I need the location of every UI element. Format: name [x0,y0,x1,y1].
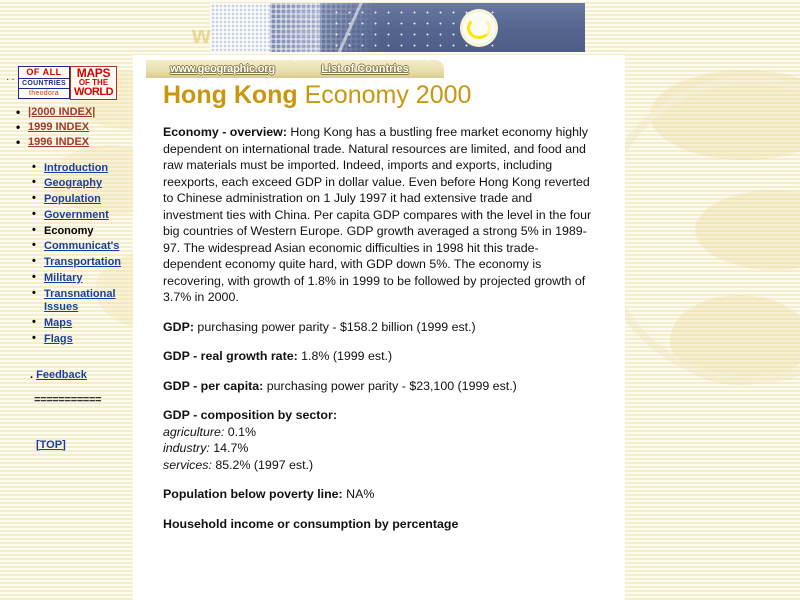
section-heading: GDP - per capita: [163,378,264,393]
section-heading: GDP - composition by sector: [163,408,337,422]
tab-list-of-countries[interactable]: List of Countries [296,60,436,78]
sidebar-index-1996[interactable]: 1996 INDEX [28,135,90,148]
list-item [32,177,133,191]
section-gdp-per-capita [163,378,595,395]
sidebar-divider: =========== [34,394,102,407]
sidebar-item-transnational-issues[interactable]: Transnational Issues [44,287,116,314]
sidebar-item-maps[interactable]: Maps [44,317,73,330]
tab-geographic-org[interactable]: www.geographic.org [146,60,301,78]
moon-icon [463,12,495,44]
sidebar-decor-dots: ·· [6,74,17,85]
sidebar-item-introduction[interactable]: Introduction [44,161,109,174]
section-household-income [163,516,595,533]
logo-maps-line2: OF THE [78,78,109,88]
section-body: NA% [342,487,375,501]
tab-bar [133,60,625,78]
list-item [14,136,133,148]
tab-extra[interactable] [430,60,444,78]
sidebar-item-economy [32,225,133,239]
sidebar-logos [18,66,133,100]
page-title [163,81,625,110]
banner-watermark-letter: w [192,22,210,49]
sidebar-index-1999[interactable]: 1999 INDEX [28,120,90,133]
logo-countries-line1: OF ALL [26,67,62,77]
sidebar-item-population[interactable]: Population [44,193,101,206]
logo-countries-line2: COUNTRIES [19,78,69,89]
section-link-list [32,162,133,347]
back-to-top-link[interactable]: [TOP] [36,438,66,451]
composition-row-value: 85.2% (1997 est.) [211,457,314,472]
sidebar-item-label: Economy [44,224,94,237]
section-gdp-composition-by-sector [163,407,595,473]
sidebar-item-communications[interactable]: Communicat's [44,240,120,253]
list-item [14,121,133,133]
section-body: purchasing power parity - $23,100 (1999 est.) [263,378,517,393]
composition-row-label: industry: [163,441,210,455]
feedback-prefix: . [30,368,37,381]
section-heading: GDP: [163,319,194,334]
section-economy-overview [163,124,595,306]
list-item [32,333,133,347]
list-item [32,288,133,316]
section-heading: Population below poverty line: [163,487,343,501]
sidebar [0,60,133,451]
section-heading: GDP - real growth rate: [163,349,298,363]
composition-row-value: 14.7% [209,441,249,455]
list-item [32,193,133,207]
logo-countries-line3: theodora [28,90,60,97]
section-body: Hong Kong has a bustling free market economy highly dependent on international trade. Natural resources are limited, and food and raw materials must be imported. Indeed, imports and exports, including reexports, each exceed GDP in dollar value. Even before Hong Kong reverted to Chinese administration on 1 July 1997 it had extensive trade and investment ties with China. Per capita GDP compares with the level in the four big countries of Western Europe. GDP growth averaged a strong 5% in 1989-97. The widespread Asian economic difficulties in 1998 hit this trade-dependent economy quite hard, with GDP down 5%. The economy is recovering, with growth of 1.8% in 1999 to be followed by projected growth of 3.7% in 2000. [163,125,592,304]
composition-row-label: agriculture: [163,424,225,439]
site-banner [210,3,585,52]
section-gdp-real-growth-rate [163,348,595,365]
list-item [32,209,133,223]
top-link-row [36,439,133,451]
logo-maps-line1: MAPS [76,66,111,80]
logo-countries[interactable] [18,66,70,99]
list-item [32,162,133,176]
composition-row-value: 0.1% [224,424,256,439]
logo-maps-line3: WORLD [73,86,114,99]
sidebar-item-military[interactable]: Military [44,271,83,284]
content-panel [133,55,625,600]
list-item [32,272,133,286]
sidebar-item-flags[interactable]: Flags [44,332,73,345]
composition-row-label: services: [163,457,212,472]
list-item [32,240,133,254]
section-population-below-poverty-line [163,486,595,503]
page-title-suffix: Economy 2000 [297,81,472,109]
sidebar-item-government[interactable]: Government [44,208,109,221]
list-item [32,317,133,331]
sidebar-item-transportation[interactable]: Transportation [44,256,122,269]
section-body: purchasing power parity - $158.2 billion (1999 est.) [193,319,476,334]
section-body: 1.8% (1999 est.) [297,349,393,363]
page-title-country: Hong Kong [163,81,298,109]
section-heading: Household income or consumption by percentage [163,516,459,531]
feedback-row [30,369,133,381]
list-item [32,256,133,270]
sidebar-item-geography[interactable]: Geography [44,177,103,190]
article-body [163,124,595,532]
section-heading: Economy - overview: [163,125,287,139]
list-item [14,106,133,118]
feedback-link[interactable]: Feedback [36,368,87,381]
sidebar-index-2000[interactable]: |2000 INDEX| [28,105,96,118]
index-link-list [14,106,133,148]
section-gdp [163,319,595,336]
logo-maps-of-the-world[interactable] [70,66,117,100]
